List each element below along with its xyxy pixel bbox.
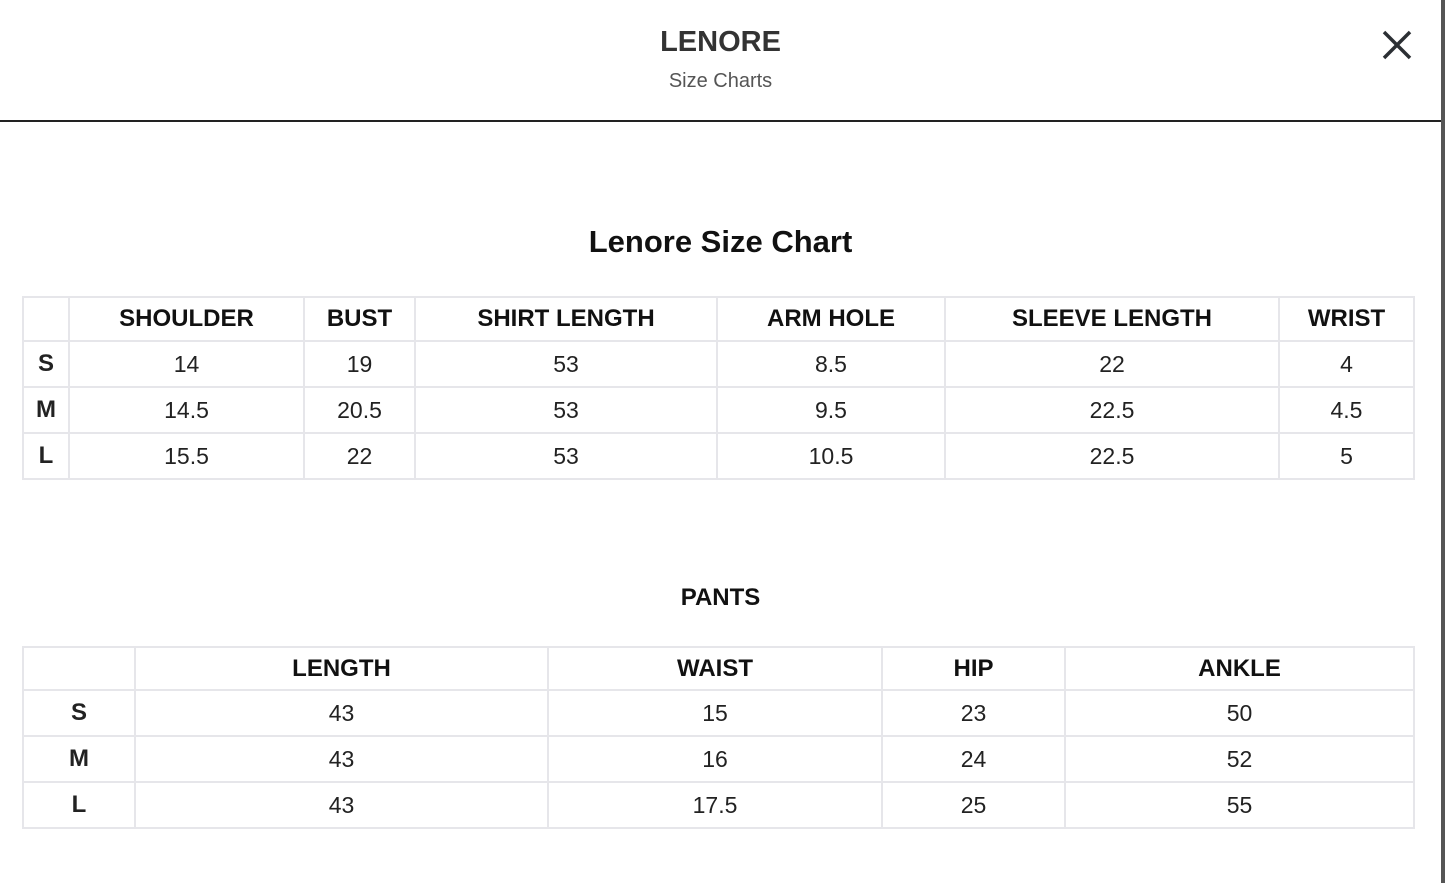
- measurement-cell: 4: [1279, 341, 1414, 387]
- measurement-cell: 22.5: [945, 387, 1279, 433]
- measurement-cell: 43: [135, 736, 548, 782]
- modal-header: [0, 0, 1441, 122]
- brand-title: LENORE: [660, 26, 781, 58]
- measurement-cell: 17.5: [548, 782, 882, 828]
- close-icon: [1378, 26, 1416, 64]
- measurement-cell: 50: [1065, 690, 1414, 736]
- table-header-row: [23, 297, 1414, 341]
- measurement-cell: 5: [1279, 433, 1414, 479]
- measurement-cell: 53: [415, 387, 717, 433]
- close-button[interactable]: [1378, 26, 1416, 64]
- pants-chart-title: PANTS: [680, 584, 761, 611]
- measurement-cell: 14.5: [69, 387, 304, 433]
- measurement-cell: 22: [945, 341, 1279, 387]
- measurement-cell: 20.5: [304, 387, 415, 433]
- top-chart-title: Lenore Size Chart: [588, 224, 853, 259]
- measurement-cell: 4.5: [1279, 387, 1414, 433]
- size-label: S: [23, 690, 135, 736]
- table-row: [23, 690, 1414, 736]
- measurement-cell: 23: [882, 690, 1065, 736]
- window-edge: [1441, 0, 1445, 883]
- measurement-cell: 22.5: [945, 433, 1279, 479]
- top-size-table: [22, 296, 1415, 480]
- pants-size-table: [22, 646, 1415, 829]
- column-header: ANKLE: [1065, 647, 1414, 690]
- measurement-cell: 53: [415, 341, 717, 387]
- column-header: WRIST: [1279, 297, 1414, 341]
- measurement-cell: 43: [135, 690, 548, 736]
- modal-subtitle: Size Charts: [668, 70, 773, 92]
- size-label: L: [23, 782, 135, 828]
- measurement-cell: 8.5: [717, 341, 945, 387]
- table-row: [23, 782, 1414, 828]
- measurement-cell: 22: [304, 433, 415, 479]
- column-header: [23, 647, 135, 690]
- measurement-cell: 15.5: [69, 433, 304, 479]
- measurement-cell: 43: [135, 782, 548, 828]
- measurement-cell: 16: [548, 736, 882, 782]
- measurement-cell: 24: [882, 736, 1065, 782]
- table-row: [23, 341, 1414, 387]
- measurement-cell: 10.5: [717, 433, 945, 479]
- table-row: [23, 387, 1414, 433]
- measurement-cell: 9.5: [717, 387, 945, 433]
- measurement-cell: 14: [69, 341, 304, 387]
- column-header: [23, 297, 69, 341]
- size-label: L: [23, 433, 69, 479]
- size-label: S: [23, 341, 69, 387]
- measurement-cell: 19: [304, 341, 415, 387]
- column-header: SHIRT LENGTH: [415, 297, 717, 341]
- column-header: HIP: [882, 647, 1065, 690]
- measurement-cell: 25: [882, 782, 1065, 828]
- measurement-cell: 55: [1065, 782, 1414, 828]
- size-label: M: [23, 736, 135, 782]
- column-header: SLEEVE LENGTH: [945, 297, 1279, 341]
- measurement-cell: 15: [548, 690, 882, 736]
- table-row: [23, 433, 1414, 479]
- column-header: ARM HOLE: [717, 297, 945, 341]
- column-header: SHOULDER: [69, 297, 304, 341]
- measurement-cell: 52: [1065, 736, 1414, 782]
- size-label: M: [23, 387, 69, 433]
- column-header: BUST: [304, 297, 415, 341]
- column-header: WAIST: [548, 647, 882, 690]
- table-row: [23, 736, 1414, 782]
- table-header-row: [23, 647, 1414, 690]
- measurement-cell: 53: [415, 433, 717, 479]
- column-header: LENGTH: [135, 647, 548, 690]
